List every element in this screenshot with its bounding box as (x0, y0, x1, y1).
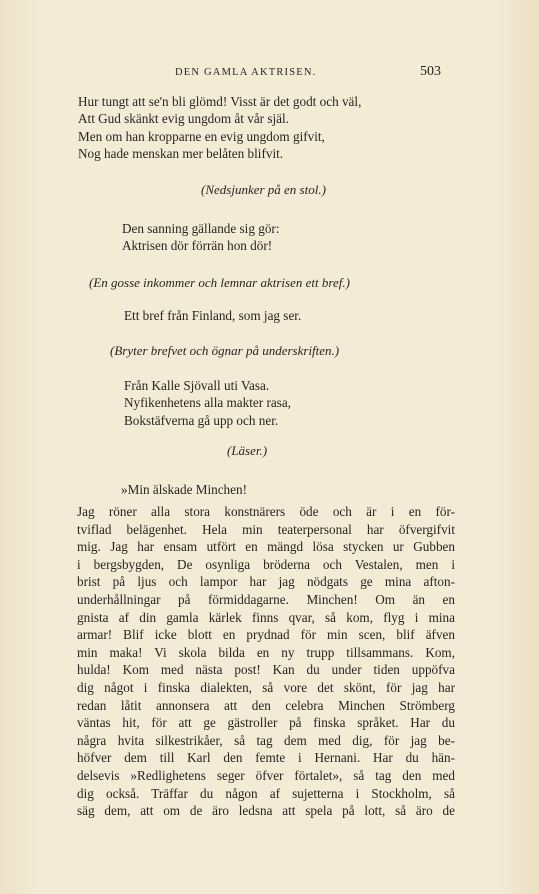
verse-stanza-2 (122, 220, 279, 255)
verse-line: Från Kalle Sjövall uti Vasa. (124, 378, 270, 393)
prose-line: tviflad belägenhet. Hela min teaterpersonal har öfvergifvit (77, 521, 455, 537)
prose-line: redan låtit annonsera att den celebra Minchen Strömberg (77, 697, 455, 713)
verse-line: Bokstäfverna gå upp och ner. (124, 412, 279, 428)
prose-line: dig också. Träffar du någon af sujetterna i Stockholm, så (77, 785, 455, 801)
verse-stanza-4 (124, 377, 291, 429)
prose-line: väntas hit, för att ge gästroller på finska språket. Har du (77, 715, 455, 731)
stage-direction: (Nedsjunker på en stol.) (201, 182, 326, 197)
prose-line: brist på ljus och lampor har jag nödgats ge mina afton- (77, 574, 455, 590)
page-header (0, 64, 539, 84)
prose-line: några hvita silkestrikåer, så tag dem med dig, för jag be- (77, 732, 455, 748)
verse-line: Den sanning gällande sig gör: (122, 221, 280, 236)
stage-direction: (Läser.) (227, 443, 268, 458)
prose-line: dig något i finska dialekten, så vore det skönt, för jag har (77, 680, 455, 695)
verse-line: Ett bref från Finland, som jag ser. (124, 308, 302, 323)
verse-line: Men om han kropparne en evig ungdom gifvit, (78, 128, 325, 144)
running-title: DEN GAMLA AKTRISEN. (175, 67, 317, 78)
prose-line: hulda! Kom med nästa post! Kan du under tiden uppöfva (77, 662, 455, 678)
prose-line: mig. Jag har ensam utfört en mängd lösa stycken ur Gubben (77, 539, 455, 555)
prose-line: i bergsbygden, De osynliga bröderna och Vestalen, men i (77, 556, 455, 572)
prose-line: armar! Blif icke blott en prydnad för min scen, blif äfven (77, 627, 455, 643)
prose-line: gnista af din gamla kärlek finns qvar, så kom, flyg i mina (77, 609, 455, 625)
verse-line: Aktrisen dör förrän hon dör! (122, 238, 273, 254)
prose-line: underhållningar på förmiddagarne. Minchen! Om än en (77, 592, 455, 607)
verse-line: Hur tungt att se'n bli glömd! Visst är det godt och väl, (78, 94, 362, 109)
verse-line: Nog hade menskan mer belåten blifvit. (78, 146, 284, 162)
verse-line: Nyfikenhetens alla makter rasa, (124, 395, 291, 411)
verse-line: Att Gud skänkt evig ungdom åt vår själ. (78, 111, 289, 127)
letter-greeting: »Min älskade Minchen! (121, 482, 247, 497)
stage-direction: (En gosse inkommer och lemnar aktrisen ett bref.) (89, 275, 350, 290)
stage-direction: (Bryter brefvet och ögnar på underskriften.) (110, 343, 340, 358)
prose-line: delsevis »Redlighetens seger öfver förtalet», så tag den med (77, 768, 455, 783)
verse-stanza-3 (124, 307, 301, 324)
prose-line: säg dem, att om de äro ledsna att spela på lott, så äro de (77, 803, 455, 819)
page-number: 503 (420, 64, 441, 79)
prose-line: höfver dem till Karl den femte i Hernani. Har du hän- (77, 750, 455, 766)
verse-stanza-1 (78, 93, 361, 163)
prose-line: min maka! Vi skola bilda en ny trupp tillsammans. Kom, (77, 644, 455, 660)
prose-line: Jag röner alla stora konstnärers öde och är i en för- (77, 504, 455, 519)
